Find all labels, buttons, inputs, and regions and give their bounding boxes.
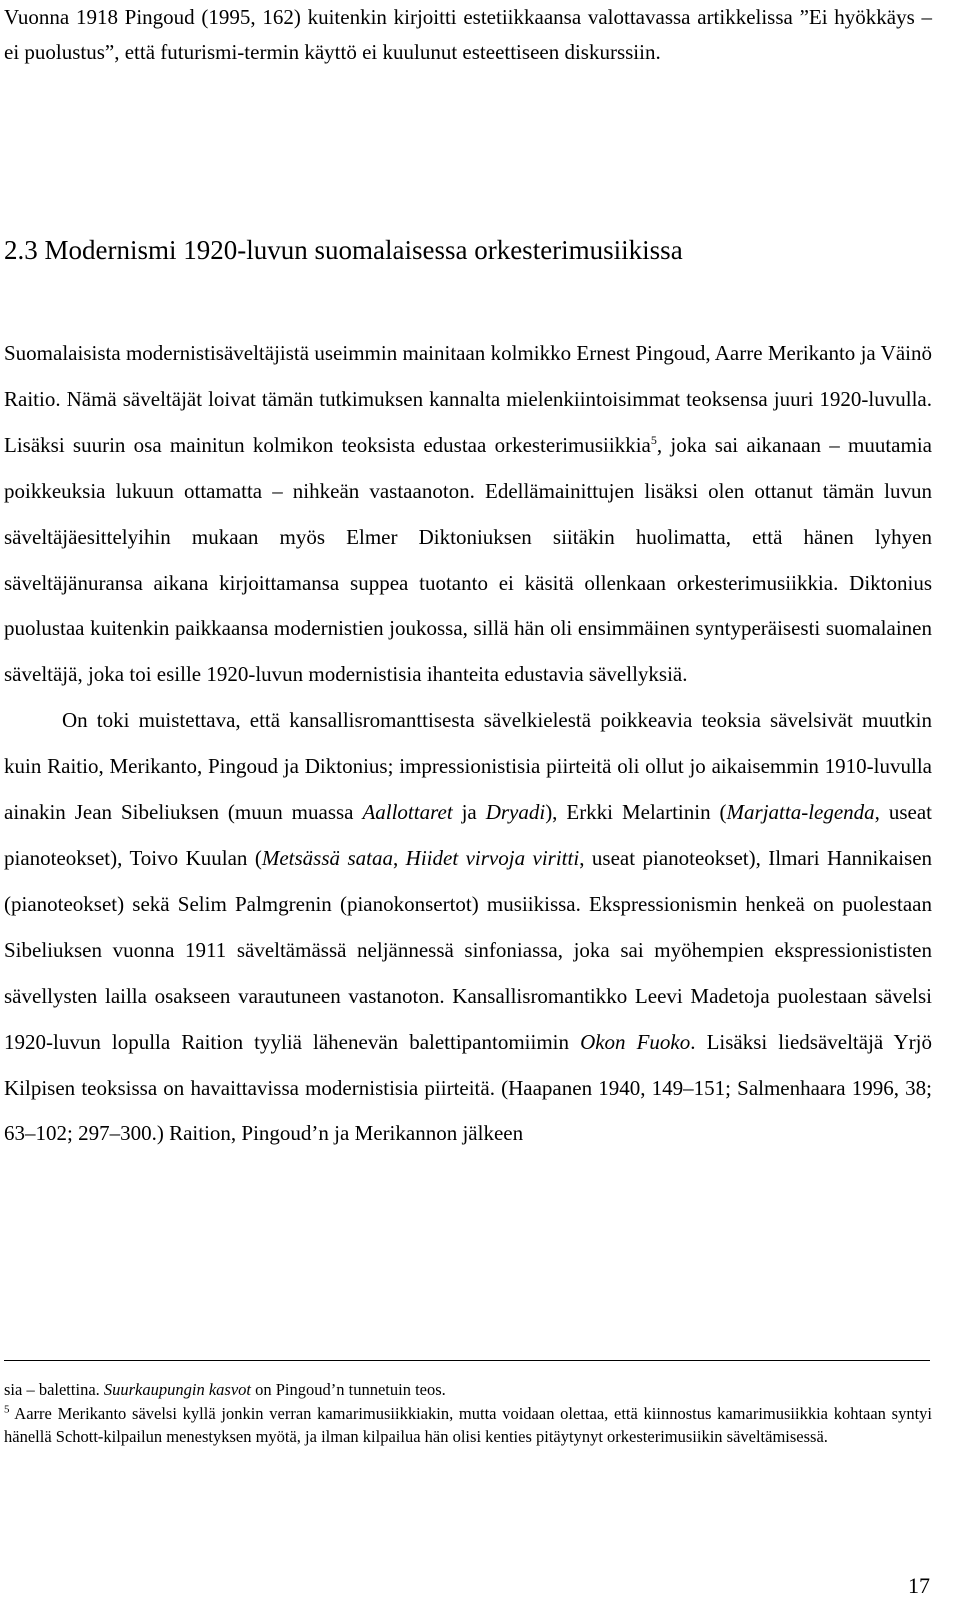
footnote-text: Aarre Merikanto sävelsi kyllä jonkin verran kamarimusiikkiakin, mutta voidaan olettaa, että kiinnostus kamarimusiikkia kohtaan syntyi hänellä Schott-kilpailun menestyksen myötä, ja ilman kilpailua hän olisi kenties pitäytynyt orkesterimusiikin säveltämisessä.: [4, 1403, 932, 1446]
top-paragraph: Vuonna 1918 Pingoud (1995, 162) kuitenkin kirjoitti estetiikkaansa valottavassa artikkelissa ”Ei hyökkäys – ei puolustus”, että futurismi-termin käyttö ei kuulunut esteettiseen diskurssiin.: [4, 5, 932, 64]
paragraph-2-text: On toki muistettava, että kansallisromanttisesta sävelkielestä poikkeavia teoksia sävelsivät muutkin kuin Raitio, Merikanto, Pingoud ja Diktonius; impressionistisia piirteitä oli ollut jo aikaisemmin 1910-luvulla ainakin Jean Sibeliuksen (muun muassa: [4, 708, 932, 825]
footnote-ref-5: 5: [650, 432, 657, 447]
work-title: Metsässä sataa: [261, 845, 393, 870]
work-title: Dryadi: [485, 800, 546, 825]
paragraph-2-text: . Lisäksi liedsäveltäjä Yrjö Kilpisen teoksissa on havaittavissa modernistisia piirteitä. (Haapanen 1940, 149–151; Salmenhaara 1996, 38; 63–102; 297–300.) Raition, Pingoud’n ja Merikannon jälkeen: [4, 1029, 933, 1146]
footnote-continuation: [4, 1378, 932, 1402]
footnote-number: 5: [4, 1403, 10, 1415]
work-title: Okon Fuoko: [580, 1029, 691, 1054]
page-number: 17: [908, 1573, 930, 1598]
paragraph-1-part-2: , joka sai aikanaan – muutamia poikkeuksia lukuun ottamatta – nihkeän vastaanoton. Edellämainittujen lisäksi olen ottanut tämän luvun säveltäjäesittelyihin mukaan myös Elmer Diktoniuksen siitäkin huolimatta, että hänen lyhyen säveltäjänuransa aikana kirjoittamansa suppea tuotanto ei käsitä ollenkaan orkesterimusiikkia. Diktonius puolustaa kuitenkin paikkaansa modernistien joukossa, sillä hän oli ensimmäinen syntyperäisesti suomalainen säveltäjä, joka toi esille 1920-luvun modernistisia ihanteita edustavia sävellyksiä.: [4, 432, 932, 687]
paragraph-1: [4, 331, 932, 698]
body-text: [4, 331, 932, 1157]
footnote-text: sia – balettina.: [4, 1380, 104, 1399]
footnotes: [4, 1378, 932, 1449]
paragraph-2-text: ), Erkki Melartinin (: [545, 800, 727, 825]
paragraph-2-text: , useat pianoteokset), Ilmari Hannikaisen (pianoteokset) sekä Selim Palmgrenin (pianokonsertot) musiikissa. Ekspressionismin henkeä on puolestaan Sibeliuksen vuonna 1911 säveltämässä neljännessä sinfoniassa, joka sai myöhempien ekspressionististen sävellysten lailla osakseen varautuneen vastanoton. Kansallisromantikko Leevi Madetoja puolestaan sävelsi 1920-luvun lopulla Raition tyyliä lähenevän balettipantomiimin: [4, 845, 933, 1054]
work-title: Hiidet virvoja viritti: [405, 845, 580, 870]
paragraph-2-text: , useat pianoteokset), Toivo Kuulan (: [4, 800, 933, 870]
footnote-5: [4, 1402, 932, 1449]
paragraph-2-text: ,: [392, 845, 406, 870]
paragraph-1-part-1: Suomalaisista modernistisäveltäjistä useimmin mainitaan kolmikko Ernest Pingoud, Aarre Merikanto ja Väinö Raitio. Nämä säveltäjät loivat tämän tutkimuksen kannalta mielenkiintoisimmat teoksensa juuri 1920-luvulla. Lisäksi suurin osa mainitun kolmikon teoksista edustaa orkesterimusiikkia: [4, 341, 932, 457]
paragraph-2-text: ja: [452, 800, 486, 825]
footnote-work-title: Suurkaupungin kasvot: [103, 1380, 251, 1399]
footnote-text: on Pingoud’n tunnetuin teos.: [251, 1380, 446, 1399]
footnote-divider: [4, 1360, 930, 1361]
work-title: Marjatta-legenda: [726, 800, 875, 825]
section-heading: 2.3 Modernismi 1920-luvun suomalaisessa orkesterimusiikissa: [4, 235, 683, 265]
paragraph-2: [4, 698, 932, 1157]
work-title: Aallottaret: [362, 800, 453, 825]
